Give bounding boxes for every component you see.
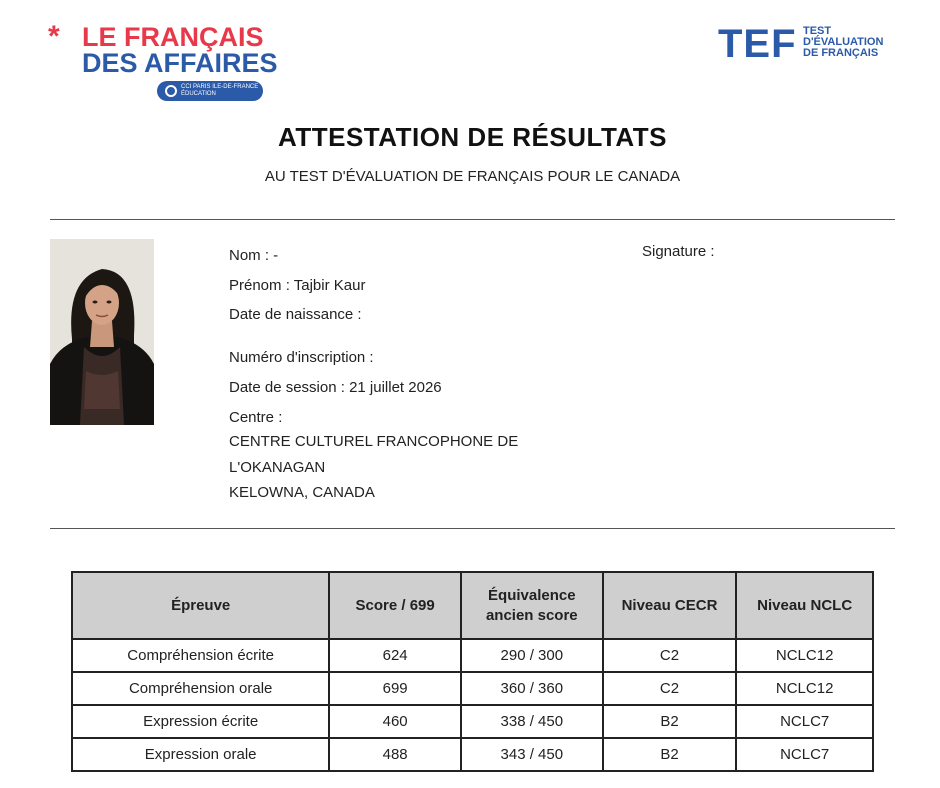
cell-epreuve: Compréhension écrite xyxy=(72,639,329,672)
table-row xyxy=(72,705,873,738)
tef-logo xyxy=(718,24,898,68)
tef-acronym: TEF xyxy=(718,22,797,66)
header-cecr: Niveau CECR xyxy=(603,572,737,639)
cell-score: 460 xyxy=(329,705,461,738)
cell-nclc: NCLC12 xyxy=(736,672,873,705)
document-title: ATTESTATION DE RÉSULTATS xyxy=(278,122,667,152)
cci-circle-icon xyxy=(165,85,177,97)
cell-cecr: B2 xyxy=(603,705,737,738)
cell-epreuve: Expression orale xyxy=(72,738,329,771)
badge-line-1: CCI PARIS ILE-DE-FRANCE xyxy=(181,84,259,90)
cell-cecr: B2 xyxy=(603,738,737,771)
centre-label: Centre : xyxy=(229,409,283,426)
cell-score: 624 xyxy=(329,639,461,672)
le-francais-des-affaires-logo xyxy=(48,22,278,102)
cell-cecr: C2 xyxy=(603,672,737,705)
cell-score: 488 xyxy=(329,738,461,771)
results-table xyxy=(71,571,874,772)
header-nclc: Niveau NCLC xyxy=(736,572,873,639)
date-session-field: Date de session : 21 juillet 2026 xyxy=(229,379,442,396)
cell-equivalence: 360 / 360 xyxy=(461,672,603,705)
centre-name-line-1: CENTRE CULTUREL FRANCOPHONE DE xyxy=(229,433,519,450)
numero-inscription-field: Numéro d'inscription : xyxy=(229,349,374,366)
header-equivalence-line-2: ancien score xyxy=(485,606,578,624)
cell-equivalence: 290 / 300 xyxy=(461,639,603,672)
cci-education-badge xyxy=(157,81,263,101)
signature-label: Signature : xyxy=(642,243,715,260)
cell-epreuve: Expression écrite xyxy=(72,705,329,738)
top-divider xyxy=(50,219,895,220)
asterisk-icon: * xyxy=(48,20,60,53)
cell-nclc: NCLC7 xyxy=(736,705,873,738)
table-row xyxy=(72,672,873,705)
cell-nclc: NCLC12 xyxy=(736,639,873,672)
logo-line-2: DES AFFAIRES xyxy=(82,48,278,78)
tef-logo-subtitle: TEST D'ÉVALUATION DE FRANÇAIS xyxy=(803,25,884,59)
portrait-illustration xyxy=(50,239,154,425)
header-equivalence-line-1: Équivalence xyxy=(488,586,576,604)
date-naissance-field: Date de naissance : xyxy=(229,306,362,323)
table-row xyxy=(72,639,873,672)
nom-field: Nom : - xyxy=(229,247,279,264)
header-score: Score / 699 xyxy=(329,572,461,639)
header-epreuve: Épreuve xyxy=(72,572,329,639)
cell-equivalence: 343 / 450 xyxy=(461,738,603,771)
centre-location: KELOWNA, CANADA xyxy=(229,484,375,501)
document-subtitle: AU TEST D'ÉVALUATION DE FRANÇAIS POUR LE CANADA xyxy=(264,168,681,185)
table-row xyxy=(72,738,873,771)
header-equivalence xyxy=(461,572,603,639)
cell-equivalence: 338 / 450 xyxy=(461,705,603,738)
table-header-row xyxy=(72,572,873,639)
prenom-field: Prénom : Tajbir Kaur xyxy=(229,277,366,294)
cell-cecr: C2 xyxy=(603,639,737,672)
cell-nclc: NCLC7 xyxy=(736,738,873,771)
bottom-divider xyxy=(50,528,895,529)
centre-name-line-2: L'OKANAGAN xyxy=(229,459,326,476)
candidate-photo xyxy=(50,239,154,425)
logo-line-1: LE FRANÇAIS xyxy=(82,22,264,52)
badge-line-2: ÉDUCATION xyxy=(181,91,216,97)
cell-score: 699 xyxy=(329,672,461,705)
cell-epreuve: Compréhension orale xyxy=(72,672,329,705)
